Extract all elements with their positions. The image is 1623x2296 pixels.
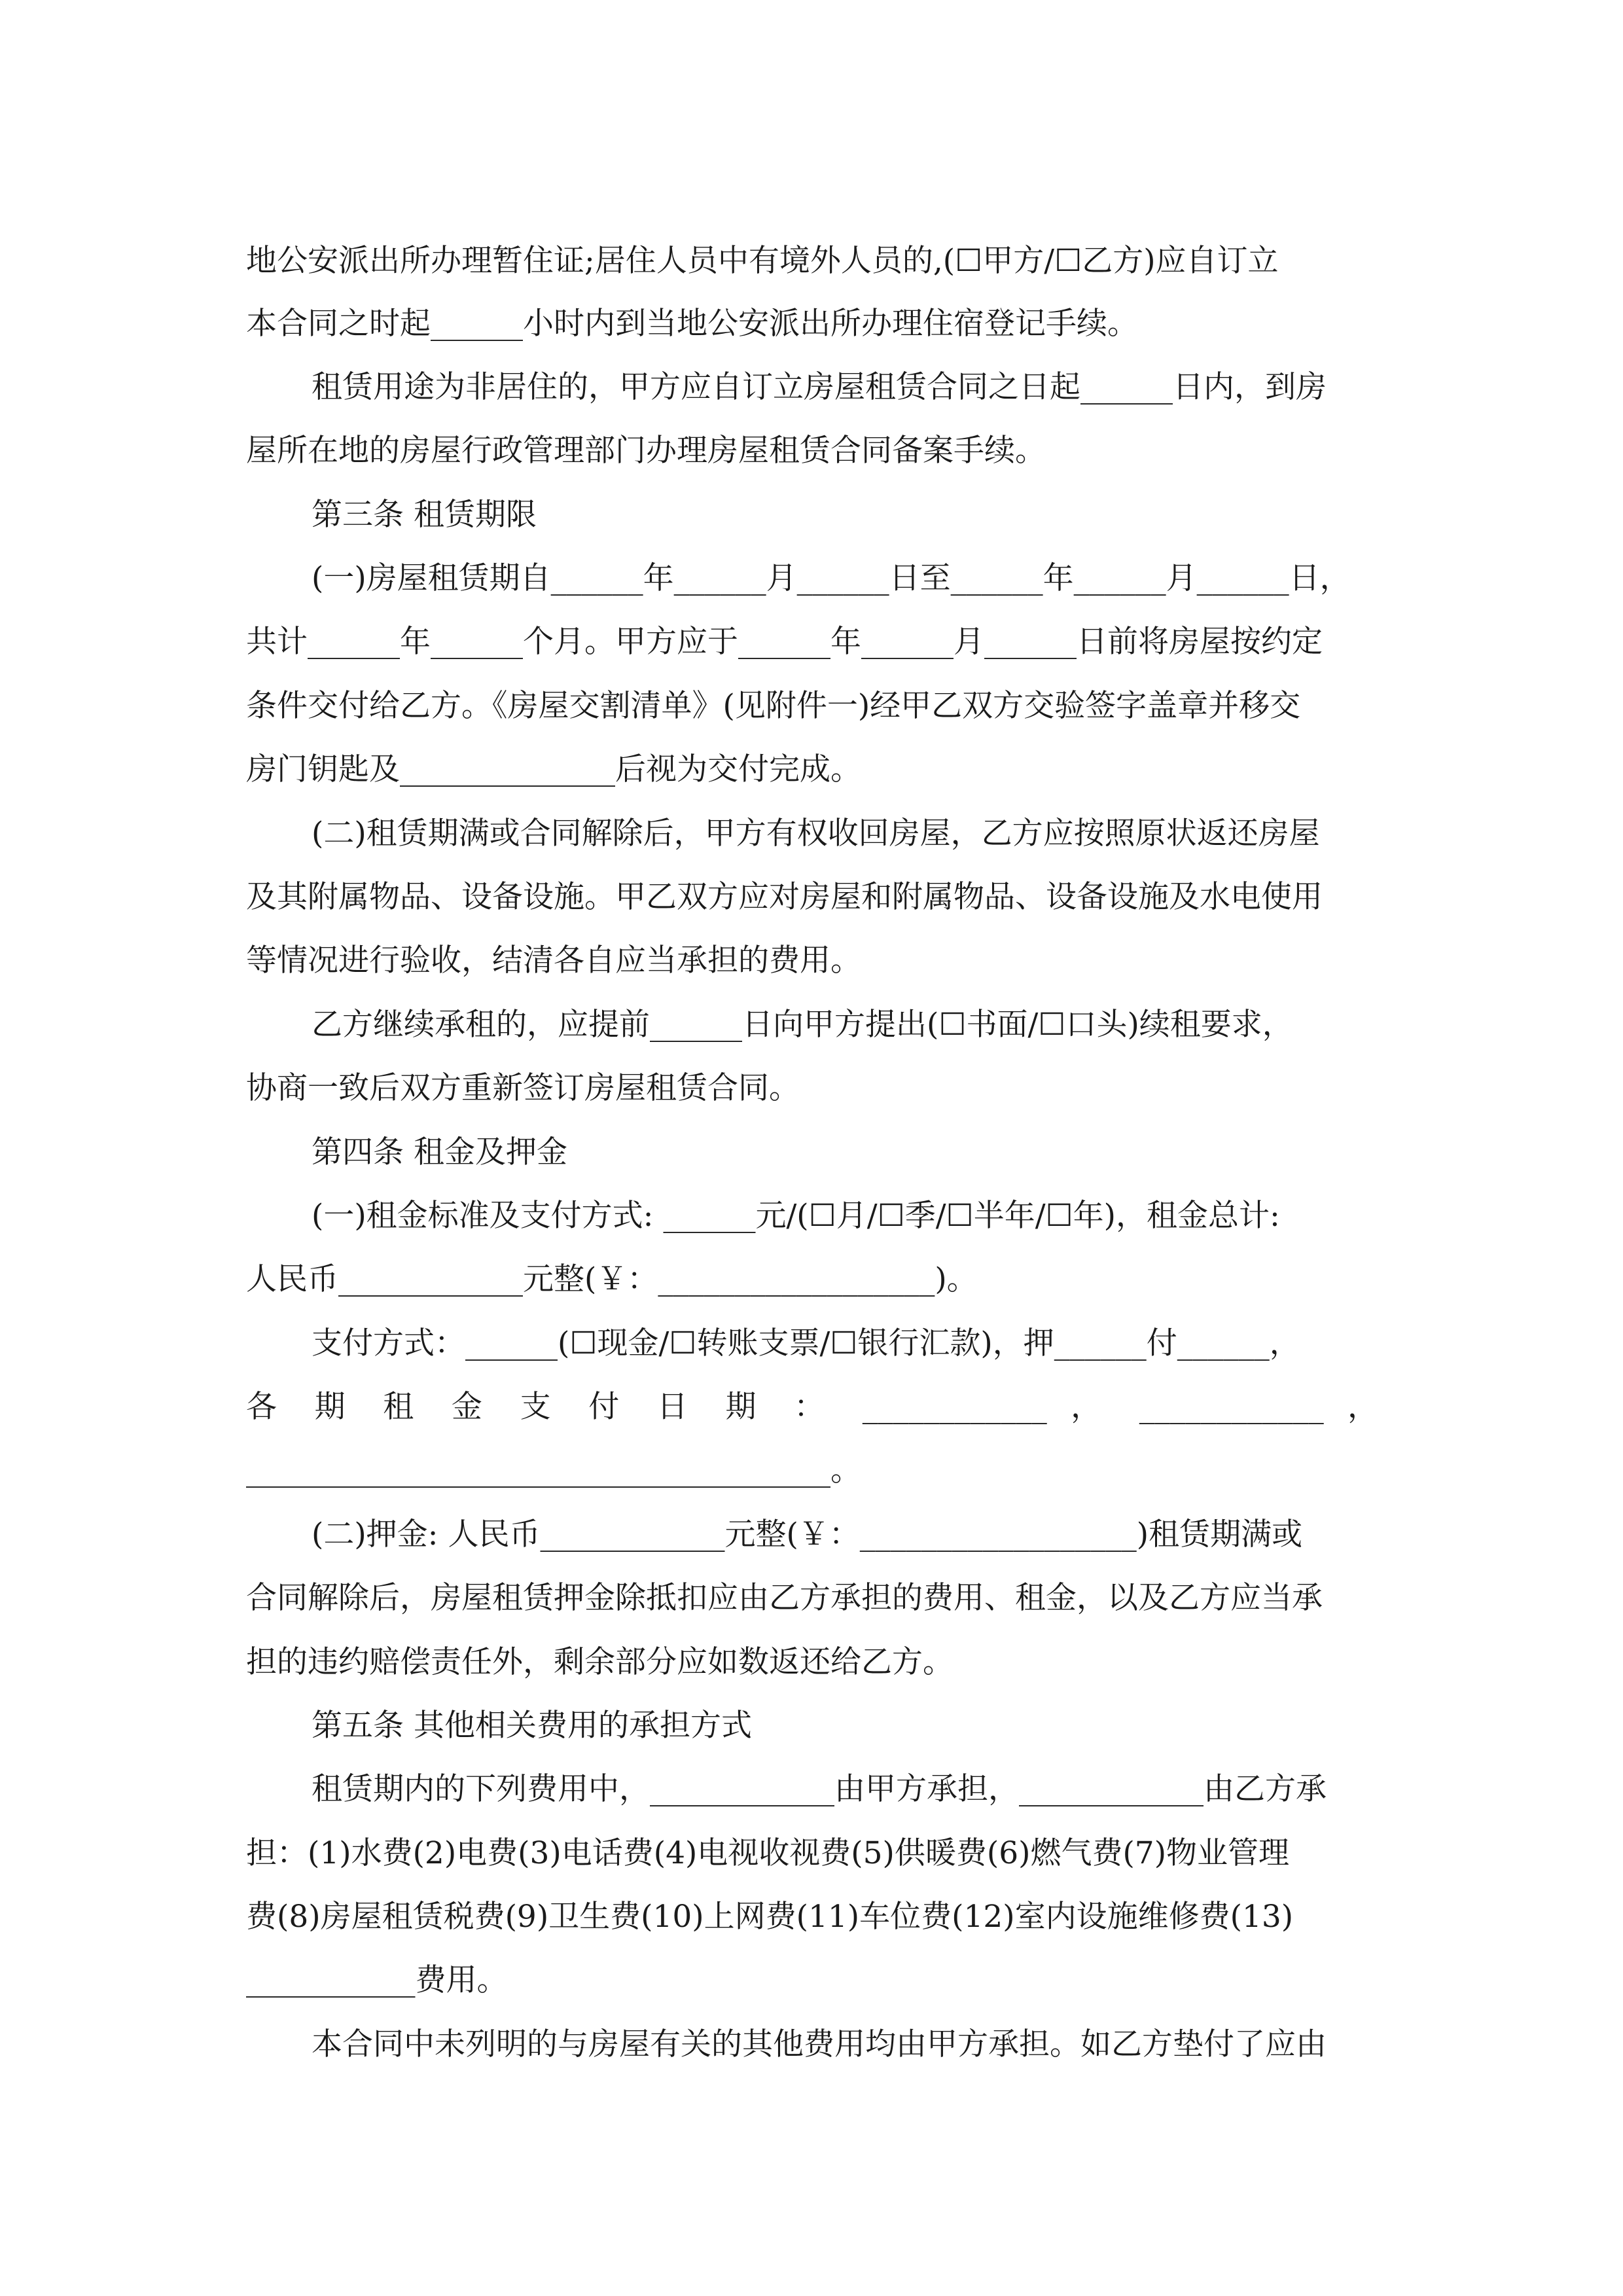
text-line: 等情况进行验收，结清各自应当承担的费用。: [246, 942, 861, 978]
text-line: 条件交付给乙方。《房屋交割清单》(见附件一)经甲乙双方交验签字盖章并移交: [246, 688, 1301, 724]
text-line: 担的违约赔偿责任外，剩余部分应如数返还给乙方。: [246, 1644, 954, 1680]
text-line: 地公安派出所办理暂住证;居住人员中有境外人员的,(☐甲方/☐乙方)应自订立: [246, 243, 1279, 279]
text-line: 及其附属物品、设备设施。甲乙双方应对房屋和附属物品、设备设施及水电使用: [246, 879, 1323, 915]
text-line: (二)租赁期满或合同解除后，甲方有权收回房屋，乙方应按照原状返还房屋: [312, 816, 1320, 852]
text-line: ______________________________________。: [246, 1452, 861, 1488]
text-line: 本合同之时起______小时内到当地公安派出所办理住宿登记手续。: [246, 306, 1138, 342]
text-line: 租赁期内的下列费用中，____________由甲方承担，____________由乙方承: [312, 1771, 1327, 1807]
text-line: 租赁用途为非居住的，甲方应自订立房屋租赁合同之日起______日内，到房: [312, 369, 1327, 405]
text-line: 本合同中未列明的与房屋有关的其他费用均由甲方承担。如乙方垫付了应由: [312, 2026, 1327, 2062]
section-heading: 第四条 租金及押金: [312, 1134, 567, 1170]
text-line: 共计______年______个月。甲方应于______年______月______日前将房屋按约定: [246, 624, 1323, 660]
text-line: 费(8)房屋租赁税费(9)卫生费(10)上网费(11)车位费(12)室内设施维修费(13): [246, 1899, 1294, 1935]
text-line: 人民币____________元整(￥：__________________)。: [246, 1261, 978, 1297]
section-heading: 第三条 租赁期限: [312, 497, 537, 533]
text-line: 各 期 租 金 支 付 日 期 ： ____________ ， ____________ ，: [246, 1389, 1378, 1425]
text-line: (一)房屋租赁期自______年______月______日至______年______月______日，: [312, 560, 1351, 596]
text-line: ___________费用。: [246, 1962, 508, 1998]
text-line: 房门钥匙及______________后视为交付完成。: [246, 751, 861, 787]
text-line: 支付方式：______(☐现金/☐转账支票/☐银行汇款)，押______付______，: [312, 1325, 1300, 1361]
text-line: 担：(1)水费(2)电费(3)电话费(4)电视收视费(5)供暖费(6)燃气费(7)物业管理: [246, 1835, 1290, 1871]
text-line: 屋所在地的房屋行政管理部门办理房屋租赁合同备案手续。: [246, 433, 1046, 469]
text-line: 协商一致后双方重新签订房屋租赁合同。: [246, 1070, 800, 1106]
text-line: 乙方继续承租的，应提前______日向甲方提出(☐书面/☐口头)续租要求，: [312, 1007, 1293, 1043]
text-line: 合同解除后，房屋租赁押金除抵扣应由乙方承担的费用、租金，以及乙方应当承: [246, 1580, 1323, 1616]
text-line: (一)租金标准及支付方式: ______元/(☐月/☐季/☐半年/☐年)，租金总计:: [312, 1198, 1280, 1234]
text-line: (二)押金: 人民币____________元整(￥：__________________)租赁期满或: [312, 1516, 1303, 1552]
section-heading: 第五条 其他相关费用的承担方式: [312, 1708, 752, 1744]
